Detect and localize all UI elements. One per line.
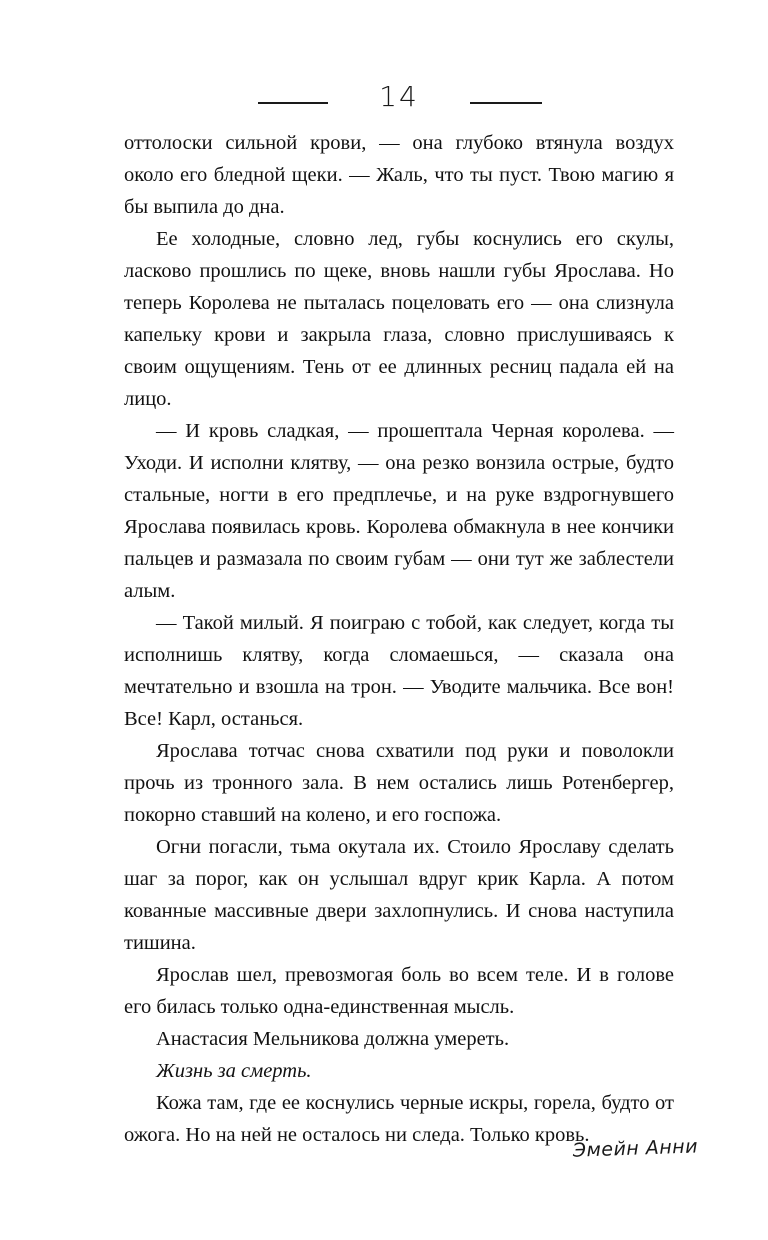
paragraph: Ярослав шел, превозмогая боль во всем теле. И в голове его билась только одна-единственная мысль. (124, 964, 674, 1018)
body-text (124, 127, 674, 1151)
author-signature: Эмейн Анни (572, 1135, 699, 1162)
paragraph: Огни погасли, тьма окутала их. Стоило Ярославу сделать шаг за порог, как он услышал вдруг крик Карла. А потом кованные массивные двери захлопнулись. И снова наступила тишина. (124, 836, 674, 954)
header-rule-right (470, 102, 542, 104)
paragraph: — И кровь сладкая, — прошептала Черная королева. — Уходи. И исполни клятву, — она резко вонзила острые, будто стальные, ногти в его предплечье, и на руке вздрогнувшего Ярослава появилась кровь. Королева обмакнула в нее кончики пальцев и размазала по своим губам — они тут же заблестели алым. (124, 420, 674, 602)
paragraph-italic: Жизнь за смерть. (156, 1060, 312, 1082)
paragraph: Кожа там, где ее коснулись черные искры, горела, будто от ожога. Но на ней не осталось ни следа. Только кровь. (124, 1092, 674, 1146)
page-header (0, 78, 768, 128)
paragraph: оттолоски сильной крови, — она глубоко втянула воздух около его бледной щеки. — Жаль, что ты пуст. Твою магию я бы выпила до дна. (124, 132, 674, 218)
paragraph: — Такой милый. Я поиграю с тобой, как следует, когда ты исполнишь клятву, когда сломаешься, — сказала она мечтательно и взошла на трон. — Уводите мальчика. Все вон! Все! Карл, останься. (124, 612, 674, 730)
paragraph: Ярослава тотчас снова схватили под руки и поволокли прочь из тронного зала. В нем остались лишь Ротенбергер, покорно ставший на колено, и его госпожа. (124, 740, 674, 826)
header-rule-left (258, 102, 328, 104)
paragraph: Ее холодные, словно лед, губы коснулись его скулы, ласково прошлись по щеке, вновь нашли губы Ярослава. Но теперь Королева не пыталась поцеловать его — она слизнула капельку крови и закрыла глаза, словно прислушиваясь к своим ощущениям. Тень от ее длинных ресниц падала ей на лицо. (124, 228, 674, 410)
page-number: 14 (379, 80, 419, 113)
paragraph: Анастасия Мельникова должна умереть. (156, 1028, 510, 1050)
